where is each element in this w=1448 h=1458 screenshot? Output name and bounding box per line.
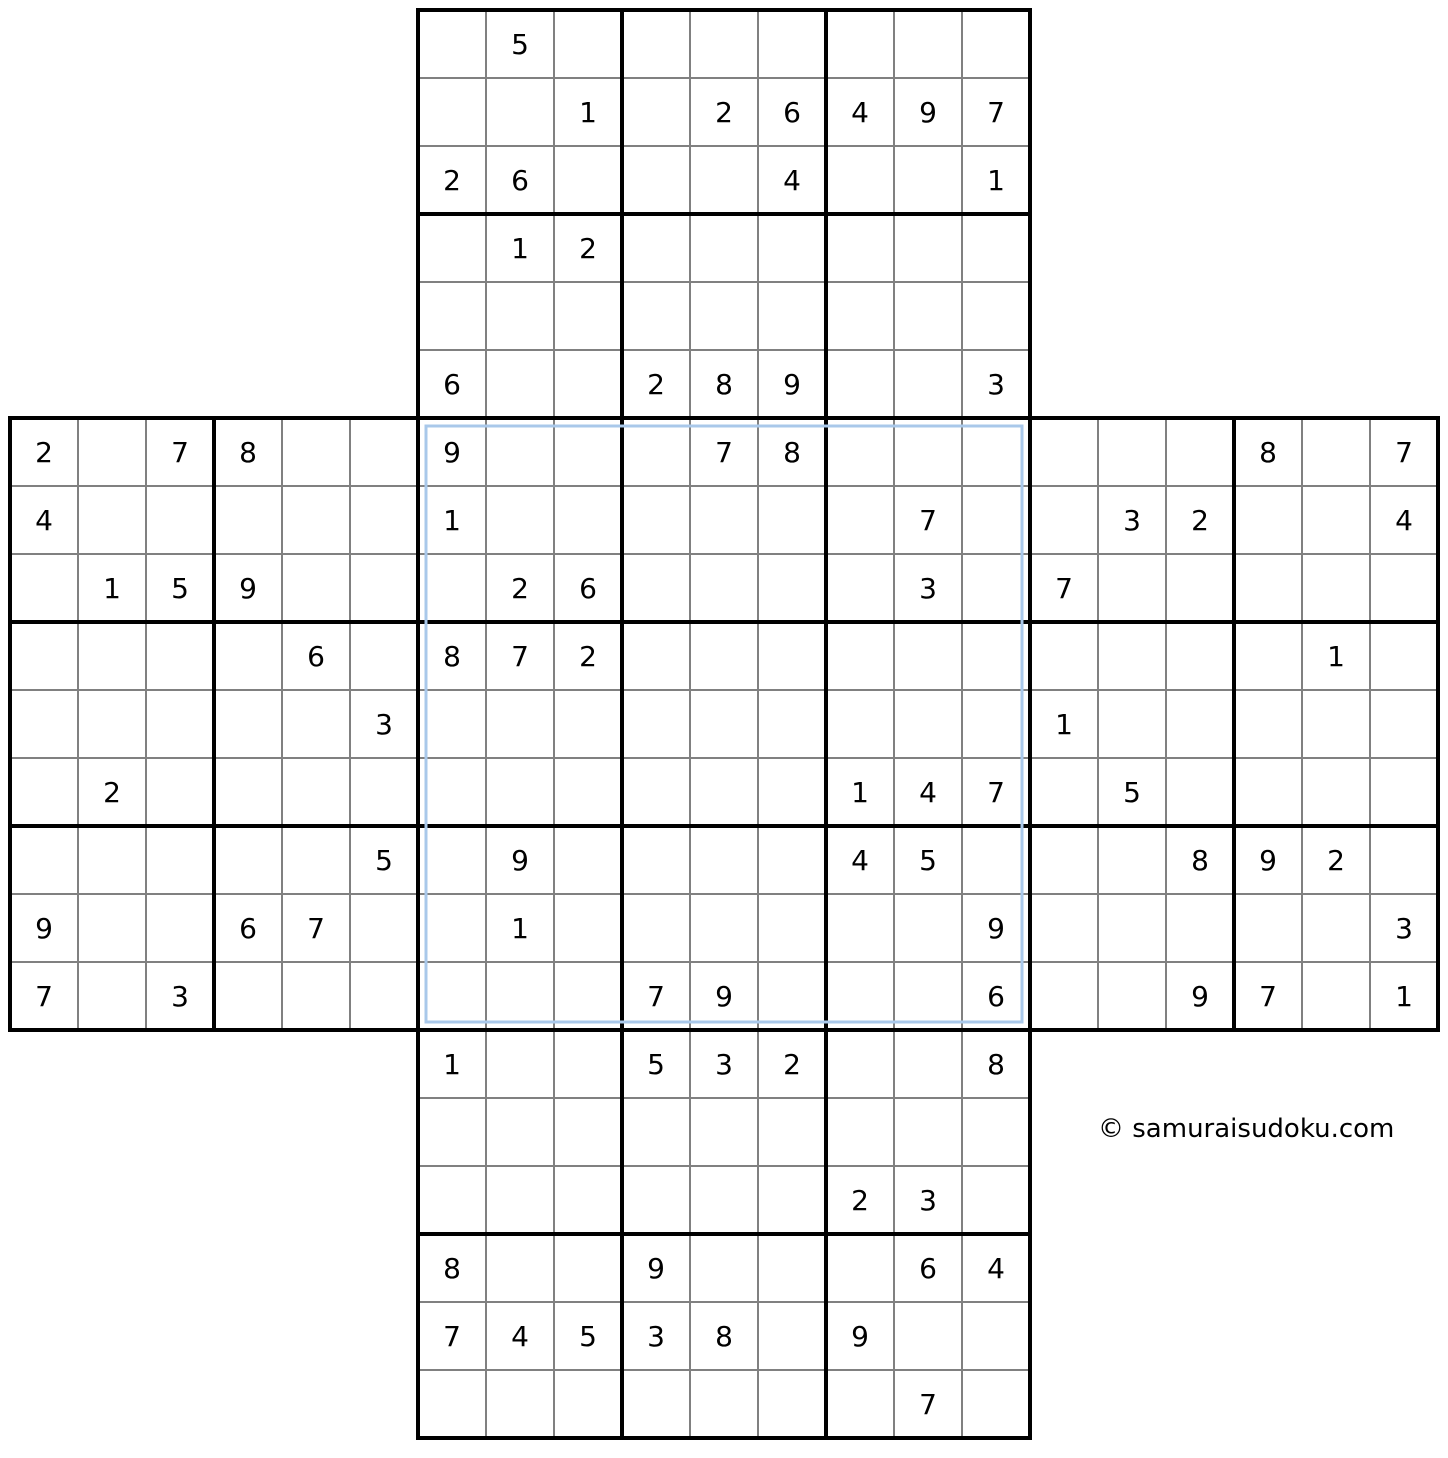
empty-cell[interactable] [1370, 826, 1438, 894]
given-digit-cell[interactable]: 1 [443, 503, 461, 537]
empty-cell[interactable] [758, 1166, 826, 1234]
empty-cell[interactable] [622, 214, 690, 282]
empty-cell[interactable] [962, 282, 1030, 350]
given-digit-cell[interactable]: 6 [783, 95, 801, 129]
empty-cell[interactable] [486, 282, 554, 350]
empty-cell[interactable] [758, 1370, 826, 1438]
given-digit-cell[interactable]: 6 [239, 911, 257, 945]
empty-cell[interactable] [214, 690, 282, 758]
empty-cell[interactable] [554, 826, 622, 894]
empty-cell[interactable] [690, 282, 758, 350]
given-digit-cell[interactable]: 8 [715, 367, 733, 401]
empty-cell[interactable] [962, 1370, 1030, 1438]
empty-cell[interactable] [1098, 826, 1166, 894]
empty-cell[interactable] [1030, 486, 1098, 554]
empty-cell[interactable] [1098, 554, 1166, 622]
empty-cell[interactable] [486, 962, 554, 1030]
empty-cell[interactable] [622, 78, 690, 146]
empty-cell[interactable] [826, 1370, 894, 1438]
empty-cell[interactable] [486, 486, 554, 554]
empty-cell[interactable] [690, 1166, 758, 1234]
empty-cell[interactable] [350, 486, 418, 554]
empty-cell[interactable] [894, 1302, 962, 1370]
given-digit-cell[interactable]: 8 [1191, 843, 1209, 877]
empty-cell[interactable] [418, 1370, 486, 1438]
empty-cell[interactable] [826, 622, 894, 690]
empty-cell[interactable] [10, 758, 78, 826]
empty-cell[interactable] [622, 554, 690, 622]
empty-cell[interactable] [350, 418, 418, 486]
empty-cell[interactable] [894, 1030, 962, 1098]
given-digit-cell[interactable]: 1 [1055, 707, 1073, 741]
given-digit-cell[interactable]: 7 [987, 95, 1005, 129]
empty-cell[interactable] [282, 758, 350, 826]
empty-cell[interactable] [350, 962, 418, 1030]
empty-cell[interactable] [554, 1166, 622, 1234]
empty-cell[interactable] [350, 894, 418, 962]
given-digit-cell[interactable]: 4 [987, 1251, 1005, 1285]
empty-cell[interactable] [486, 1098, 554, 1166]
empty-cell[interactable] [1098, 622, 1166, 690]
empty-cell[interactable] [962, 1098, 1030, 1166]
given-digit-cell[interactable]: 4 [35, 503, 53, 537]
empty-cell[interactable] [758, 894, 826, 962]
given-digit-cell[interactable]: 3 [375, 707, 393, 741]
empty-cell[interactable] [758, 554, 826, 622]
given-digit-cell[interactable]: 5 [1123, 775, 1141, 809]
empty-cell[interactable] [1234, 894, 1302, 962]
empty-cell[interactable] [146, 622, 214, 690]
empty-cell[interactable] [418, 690, 486, 758]
empty-cell[interactable] [78, 894, 146, 962]
given-digit-cell[interactable]: 4 [1395, 503, 1413, 537]
empty-cell[interactable] [1370, 554, 1438, 622]
empty-cell[interactable] [758, 690, 826, 758]
empty-cell[interactable] [894, 214, 962, 282]
empty-cell[interactable] [690, 622, 758, 690]
empty-cell[interactable] [894, 418, 962, 486]
empty-cell[interactable] [758, 758, 826, 826]
empty-cell[interactable] [1030, 758, 1098, 826]
empty-cell[interactable] [418, 78, 486, 146]
given-digit-cell[interactable]: 1 [443, 1047, 461, 1081]
empty-cell[interactable] [486, 1166, 554, 1234]
empty-cell[interactable] [282, 486, 350, 554]
empty-cell[interactable] [1166, 418, 1234, 486]
empty-cell[interactable] [894, 282, 962, 350]
given-digit-cell[interactable]: 3 [919, 571, 937, 605]
empty-cell[interactable] [418, 894, 486, 962]
empty-cell[interactable] [962, 690, 1030, 758]
given-digit-cell[interactable]: 3 [171, 979, 189, 1013]
empty-cell[interactable] [690, 10, 758, 78]
empty-cell[interactable] [826, 350, 894, 418]
empty-cell[interactable] [690, 826, 758, 894]
empty-cell[interactable] [1098, 690, 1166, 758]
empty-cell[interactable] [486, 78, 554, 146]
empty-cell[interactable] [214, 622, 282, 690]
empty-cell[interactable] [10, 690, 78, 758]
empty-cell[interactable] [1166, 894, 1234, 962]
empty-cell[interactable] [214, 962, 282, 1030]
given-digit-cell[interactable]: 6 [919, 1251, 937, 1285]
given-digit-cell[interactable]: 2 [783, 1047, 801, 1081]
given-digit-cell[interactable]: 7 [715, 435, 733, 469]
empty-cell[interactable] [1030, 962, 1098, 1030]
empty-cell[interactable] [486, 350, 554, 418]
given-digit-cell[interactable]: 6 [511, 163, 529, 197]
empty-cell[interactable] [1098, 418, 1166, 486]
given-digit-cell[interactable]: 2 [35, 435, 53, 469]
given-digit-cell[interactable]: 9 [715, 979, 733, 1013]
empty-cell[interactable] [146, 690, 214, 758]
empty-cell[interactable] [690, 758, 758, 826]
given-digit-cell[interactable]: 3 [1395, 911, 1413, 945]
empty-cell[interactable] [282, 962, 350, 1030]
empty-cell[interactable] [826, 962, 894, 1030]
empty-cell[interactable] [758, 282, 826, 350]
empty-cell[interactable] [1302, 418, 1370, 486]
empty-cell[interactable] [690, 1370, 758, 1438]
empty-cell[interactable] [1234, 622, 1302, 690]
empty-cell[interactable] [826, 486, 894, 554]
empty-cell[interactable] [350, 758, 418, 826]
empty-cell[interactable] [282, 826, 350, 894]
empty-cell[interactable] [622, 418, 690, 486]
empty-cell[interactable] [1370, 758, 1438, 826]
empty-cell[interactable] [78, 826, 146, 894]
empty-cell[interactable] [282, 418, 350, 486]
given-digit-cell[interactable]: 9 [35, 911, 53, 945]
empty-cell[interactable] [622, 1166, 690, 1234]
given-digit-cell[interactable]: 9 [919, 95, 937, 129]
given-digit-cell[interactable]: 2 [1327, 843, 1345, 877]
given-digit-cell[interactable]: 4 [783, 163, 801, 197]
given-digit-cell[interactable]: 2 [443, 163, 461, 197]
given-digit-cell[interactable]: 1 [987, 163, 1005, 197]
given-digit-cell[interactable]: 8 [443, 639, 461, 673]
given-digit-cell[interactable]: 5 [579, 1319, 597, 1353]
empty-cell[interactable] [554, 1234, 622, 1302]
given-digit-cell[interactable]: 3 [647, 1319, 665, 1353]
empty-cell[interactable] [1302, 962, 1370, 1030]
empty-cell[interactable] [622, 146, 690, 214]
empty-cell[interactable] [146, 826, 214, 894]
empty-cell[interactable] [146, 894, 214, 962]
empty-cell[interactable] [554, 486, 622, 554]
given-digit-cell[interactable]: 5 [375, 843, 393, 877]
empty-cell[interactable] [758, 486, 826, 554]
empty-cell[interactable] [690, 690, 758, 758]
empty-cell[interactable] [622, 690, 690, 758]
empty-cell[interactable] [554, 1370, 622, 1438]
given-digit-cell[interactable]: 2 [647, 367, 665, 401]
empty-cell[interactable] [758, 1098, 826, 1166]
given-digit-cell[interactable]: 1 [511, 231, 529, 265]
given-digit-cell[interactable]: 7 [647, 979, 665, 1013]
empty-cell[interactable] [1166, 690, 1234, 758]
empty-cell[interactable] [486, 758, 554, 826]
empty-cell[interactable] [826, 214, 894, 282]
empty-cell[interactable] [690, 214, 758, 282]
empty-cell[interactable] [690, 1098, 758, 1166]
empty-cell[interactable] [78, 622, 146, 690]
empty-cell[interactable] [690, 894, 758, 962]
given-digit-cell[interactable]: 7 [1259, 979, 1277, 1013]
given-digit-cell[interactable]: 8 [239, 435, 257, 469]
empty-cell[interactable] [418, 962, 486, 1030]
empty-cell[interactable] [622, 486, 690, 554]
empty-cell[interactable] [962, 826, 1030, 894]
empty-cell[interactable] [554, 894, 622, 962]
given-digit-cell[interactable]: 6 [443, 367, 461, 401]
empty-cell[interactable] [690, 486, 758, 554]
empty-cell[interactable] [10, 554, 78, 622]
given-digit-cell[interactable]: 6 [987, 979, 1005, 1013]
empty-cell[interactable] [826, 10, 894, 78]
empty-cell[interactable] [554, 146, 622, 214]
empty-cell[interactable] [1370, 622, 1438, 690]
given-digit-cell[interactable]: 7 [919, 503, 937, 537]
empty-cell[interactable] [554, 418, 622, 486]
empty-cell[interactable] [146, 758, 214, 826]
empty-cell[interactable] [1030, 418, 1098, 486]
given-digit-cell[interactable]: 2 [715, 95, 733, 129]
empty-cell[interactable] [418, 282, 486, 350]
empty-cell[interactable] [1370, 690, 1438, 758]
empty-cell[interactable] [622, 758, 690, 826]
given-digit-cell[interactable]: 9 [647, 1251, 665, 1285]
empty-cell[interactable] [418, 10, 486, 78]
empty-cell[interactable] [758, 214, 826, 282]
empty-cell[interactable] [758, 1302, 826, 1370]
empty-cell[interactable] [486, 690, 554, 758]
empty-cell[interactable] [962, 622, 1030, 690]
given-digit-cell[interactable]: 3 [919, 1183, 937, 1217]
given-digit-cell[interactable]: 9 [239, 571, 257, 605]
empty-cell[interactable] [962, 214, 1030, 282]
empty-cell[interactable] [1030, 826, 1098, 894]
given-digit-cell[interactable]: 8 [1259, 435, 1277, 469]
empty-cell[interactable] [894, 622, 962, 690]
empty-cell[interactable] [78, 962, 146, 1030]
empty-cell[interactable] [758, 826, 826, 894]
empty-cell[interactable] [214, 826, 282, 894]
given-digit-cell[interactable]: 4 [919, 775, 937, 809]
empty-cell[interactable] [78, 418, 146, 486]
given-digit-cell[interactable]: 7 [1055, 571, 1073, 605]
empty-cell[interactable] [418, 826, 486, 894]
empty-cell[interactable] [554, 962, 622, 1030]
empty-cell[interactable] [350, 554, 418, 622]
empty-cell[interactable] [894, 146, 962, 214]
empty-cell[interactable] [826, 554, 894, 622]
empty-cell[interactable] [78, 690, 146, 758]
empty-cell[interactable] [758, 1234, 826, 1302]
given-digit-cell[interactable]: 7 [1395, 435, 1413, 469]
empty-cell[interactable] [894, 690, 962, 758]
empty-cell[interactable] [622, 1098, 690, 1166]
empty-cell[interactable] [962, 1166, 1030, 1234]
empty-cell[interactable] [418, 554, 486, 622]
empty-cell[interactable] [78, 486, 146, 554]
empty-cell[interactable] [10, 622, 78, 690]
empty-cell[interactable] [554, 690, 622, 758]
empty-cell[interactable] [894, 1098, 962, 1166]
given-digit-cell[interactable]: 7 [35, 979, 53, 1013]
given-digit-cell[interactable]: 1 [103, 571, 121, 605]
given-digit-cell[interactable]: 8 [783, 435, 801, 469]
given-digit-cell[interactable]: 2 [579, 231, 597, 265]
empty-cell[interactable] [1302, 758, 1370, 826]
empty-cell[interactable] [622, 1370, 690, 1438]
empty-cell[interactable] [1030, 894, 1098, 962]
empty-cell[interactable] [1302, 486, 1370, 554]
empty-cell[interactable] [1166, 554, 1234, 622]
given-digit-cell[interactable]: 1 [579, 95, 597, 129]
empty-cell[interactable] [826, 1098, 894, 1166]
empty-cell[interactable] [214, 486, 282, 554]
empty-cell[interactable] [622, 282, 690, 350]
given-digit-cell[interactable]: 2 [1191, 503, 1209, 537]
given-digit-cell[interactable]: 2 [103, 775, 121, 809]
empty-cell[interactable] [826, 418, 894, 486]
empty-cell[interactable] [554, 350, 622, 418]
empty-cell[interactable] [146, 486, 214, 554]
empty-cell[interactable] [826, 894, 894, 962]
empty-cell[interactable] [622, 894, 690, 962]
empty-cell[interactable] [1166, 622, 1234, 690]
empty-cell[interactable] [486, 1234, 554, 1302]
given-digit-cell[interactable]: 6 [307, 639, 325, 673]
empty-cell[interactable] [962, 418, 1030, 486]
empty-cell[interactable] [758, 962, 826, 1030]
given-digit-cell[interactable]: 4 [851, 843, 869, 877]
given-digit-cell[interactable]: 9 [987, 911, 1005, 945]
empty-cell[interactable] [10, 826, 78, 894]
empty-cell[interactable] [1234, 690, 1302, 758]
given-digit-cell[interactable]: 5 [647, 1047, 665, 1081]
given-digit-cell[interactable]: 3 [715, 1047, 733, 1081]
empty-cell[interactable] [962, 486, 1030, 554]
given-digit-cell[interactable]: 7 [443, 1319, 461, 1353]
given-digit-cell[interactable]: 1 [1395, 979, 1413, 1013]
empty-cell[interactable] [554, 1030, 622, 1098]
empty-cell[interactable] [894, 894, 962, 962]
given-digit-cell[interactable]: 4 [851, 95, 869, 129]
given-digit-cell[interactable]: 9 [511, 843, 529, 877]
empty-cell[interactable] [418, 758, 486, 826]
empty-cell[interactable] [1234, 554, 1302, 622]
given-digit-cell[interactable]: 4 [511, 1319, 529, 1353]
empty-cell[interactable] [486, 1030, 554, 1098]
given-digit-cell[interactable]: 3 [1123, 503, 1141, 537]
empty-cell[interactable] [962, 10, 1030, 78]
empty-cell[interactable] [554, 10, 622, 78]
empty-cell[interactable] [1234, 758, 1302, 826]
empty-cell[interactable] [1030, 622, 1098, 690]
empty-cell[interactable] [758, 622, 826, 690]
given-digit-cell[interactable]: 8 [443, 1251, 461, 1285]
empty-cell[interactable] [826, 282, 894, 350]
copyright-text: © samuraisudoku.com [1098, 1114, 1395, 1144]
given-digit-cell[interactable]: 7 [511, 639, 529, 673]
given-digit-cell[interactable]: 9 [1191, 979, 1209, 1013]
given-digit-cell[interactable]: 7 [307, 911, 325, 945]
empty-cell[interactable] [690, 1234, 758, 1302]
given-digit-cell[interactable]: 6 [579, 571, 597, 605]
empty-cell[interactable] [486, 1370, 554, 1438]
empty-cell[interactable] [418, 1098, 486, 1166]
empty-cell[interactable] [214, 758, 282, 826]
given-digit-cell[interactable]: 2 [851, 1183, 869, 1217]
empty-cell[interactable] [1302, 690, 1370, 758]
given-digit-cell[interactable]: 1 [851, 775, 869, 809]
empty-cell[interactable] [826, 1234, 894, 1302]
given-digit-cell[interactable]: 1 [1327, 639, 1345, 673]
empty-cell[interactable] [622, 826, 690, 894]
given-digit-cell[interactable]: 5 [171, 571, 189, 605]
empty-cell[interactable] [962, 554, 1030, 622]
empty-cell[interactable] [690, 146, 758, 214]
empty-cell[interactable] [690, 554, 758, 622]
given-digit-cell[interactable]: 7 [919, 1387, 937, 1421]
empty-cell[interactable] [826, 690, 894, 758]
empty-cell[interactable] [1302, 554, 1370, 622]
given-digit-cell[interactable]: 5 [919, 843, 937, 877]
given-digit-cell[interactable]: 9 [851, 1319, 869, 1353]
given-digit-cell[interactable]: 2 [511, 571, 529, 605]
empty-cell[interactable] [1302, 894, 1370, 962]
empty-cell[interactable] [826, 146, 894, 214]
empty-cell[interactable] [282, 690, 350, 758]
empty-cell[interactable] [554, 1098, 622, 1166]
empty-cell[interactable] [894, 962, 962, 1030]
empty-cell[interactable] [350, 622, 418, 690]
empty-cell[interactable] [1234, 486, 1302, 554]
given-digit-cell[interactable]: 7 [171, 435, 189, 469]
empty-cell[interactable] [622, 10, 690, 78]
empty-cell[interactable] [554, 758, 622, 826]
empty-cell[interactable] [826, 1030, 894, 1098]
empty-cell[interactable] [894, 350, 962, 418]
empty-cell[interactable] [1098, 962, 1166, 1030]
empty-cell[interactable] [1166, 758, 1234, 826]
empty-cell[interactable] [418, 214, 486, 282]
given-digit-cell[interactable]: 9 [443, 435, 461, 469]
empty-cell[interactable] [1098, 894, 1166, 962]
empty-cell[interactable] [758, 10, 826, 78]
empty-cell[interactable] [894, 10, 962, 78]
empty-cell[interactable] [282, 554, 350, 622]
given-digit-cell[interactable]: 9 [1259, 843, 1277, 877]
empty-cell[interactable] [554, 282, 622, 350]
empty-cell[interactable] [622, 622, 690, 690]
given-digit-cell[interactable]: 9 [783, 367, 801, 401]
empty-cell[interactable] [486, 418, 554, 486]
empty-cell[interactable] [962, 1302, 1030, 1370]
given-digit-cell[interactable]: 7 [987, 775, 1005, 809]
given-digit-cell[interactable]: 5 [511, 27, 529, 61]
given-digit-cell[interactable]: 8 [715, 1319, 733, 1353]
given-digit-cell[interactable]: 2 [579, 639, 597, 673]
empty-cell[interactable] [418, 1166, 486, 1234]
given-digit-cell[interactable]: 1 [511, 911, 529, 945]
given-digit-cell[interactable]: 8 [987, 1047, 1005, 1081]
given-digit-cell[interactable]: 3 [987, 367, 1005, 401]
